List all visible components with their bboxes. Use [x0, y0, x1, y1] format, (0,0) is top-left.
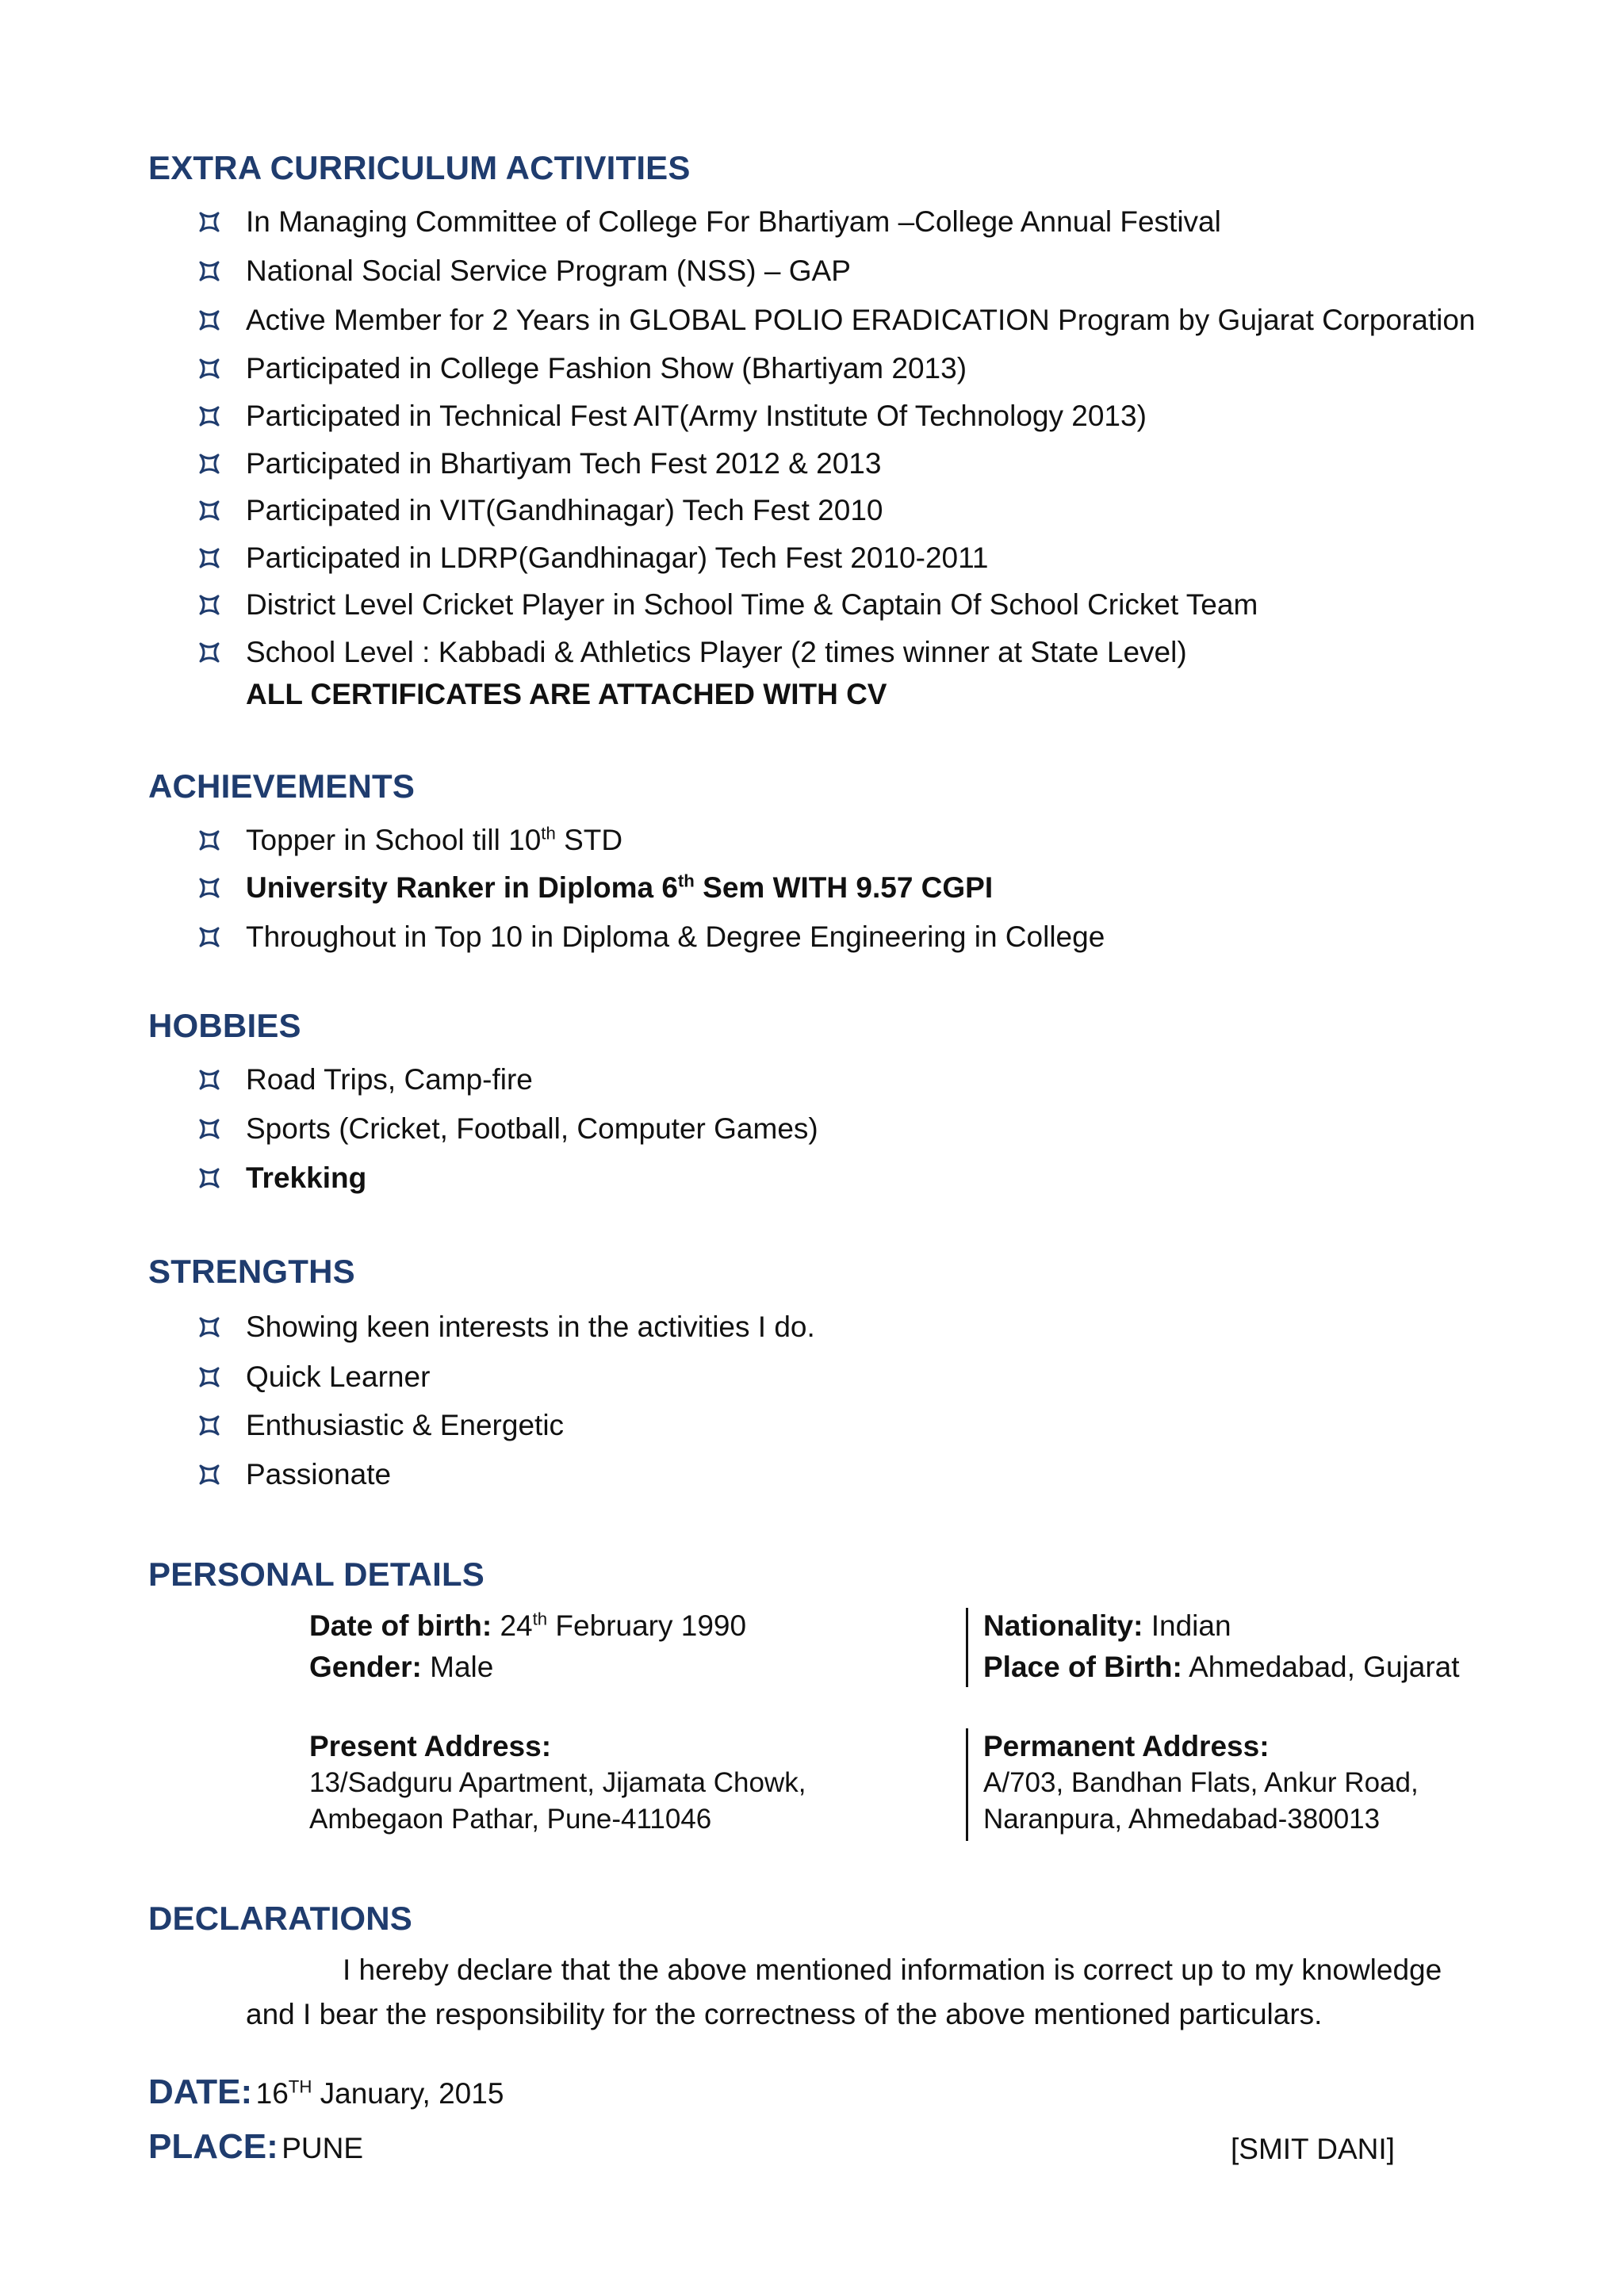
present-address-label: Present Address: — [309, 1730, 552, 1762]
column-divider — [966, 1608, 968, 1687]
resume-page: EXTRA CURRICULUM ACTIVITIES In Managing Committee of College For Bhartiyam –College Annual Festival National Social Service Program (NSS) – GAP Active Member for 2 Years in GLOBAL POLIO ERADICATION Program by Gujarat Corporation Participated in College Fashion Show (Bhartiyam 2013) Participated in Technical Fest AIT(Army Institute Of Technology 2013) Participated in Bhartiyam Tech Fest 2012 & 2013 Participated in VIT(Gandhinagar) Tech Fest 2010 Participated in LDRP(Gandhinagar) Tech Fest 2010-2011 District Level Cricket Player in School Time & Captain Of School Cricket Team School Level : Kabbadi & Athletics Player (2 times winner at State Level) ALL CERTIFICATES ARE ATTACHED WITH CV ACHIEVEMENTS Topper in School till 10th STD University Ranker in Diploma 6th Sem WITH 9.57 CGPI Throughout in Top 10 in Diploma & Degree Engineering in College HOBBIES Road Trips, Camp-fire Sports (Cricket, Football, Computer Games) Trekking STRENGTHS Showing keen interests in the activities I do. Quick Learner Enthusiastic & Energetic Passionate PERSONAL DETAILS Date of birth: 24th February 1990 Gender: Male Nationality: Indian Place of Birth: Ahmedabad, Gujarat Present Address: 13/Sadguru Apartment, Jijamata Chowk, Ambegaon Pathar, Pune-411046 Permanent Address: A/703, Bandhan Flats, Ankur Road, Naranpura, Ahmedabad-380013 DECLARATIONS I hereby declare that the above mentioned information is correct up to my knowledge and I bear the responsibility for the correctness of the above mentioned particulars. DATE: 16TH January, 2015 PLACE: PUNE [SMIT DANI] — [148, 149, 1476, 2166]
place-of-birth: Place of Birth: Ahmedabad, Gujarat — [983, 1651, 1460, 1683]
bullet-star-icon — [198, 309, 220, 331]
declaration-line-1: I hereby declare that the above mentioned information is correct up to my knowledge — [343, 1954, 1442, 1986]
bullet-star-icon — [198, 1464, 220, 1486]
bullet-star-icon — [198, 405, 220, 427]
place-row — [148, 2127, 363, 2167]
present-address-line-1: 13/Sadguru Apartment, Jijamata Chowk, — [309, 1767, 806, 1798]
bullet-star-icon — [198, 358, 220, 380]
signature-name: [SMIT DANI] — [1231, 2133, 1395, 2165]
hobbies-heading: HOBBIES — [148, 1007, 301, 1044]
place-value: PUNE — [282, 2132, 364, 2164]
bullet-star-icon — [198, 641, 220, 664]
bullet-star-icon — [198, 1118, 220, 1140]
permanent-address-label: Permanent Address: — [983, 1730, 1270, 1762]
achievements-heading: ACHIEVEMENTS — [148, 767, 416, 805]
permanent-address-line-2: Naranpura, Ahmedabad-380013 — [983, 1804, 1381, 1835]
gender: Gender: Male — [309, 1651, 494, 1683]
bullet-star-icon — [198, 829, 220, 851]
present-address-line-2: Ambegaon Pathar, Pune-411046 — [309, 1804, 712, 1835]
bullet-star-icon — [198, 1414, 220, 1437]
bullet-star-icon — [198, 211, 220, 233]
bullet-star-icon — [198, 926, 220, 948]
bullet-star-icon — [198, 260, 220, 282]
declarations-heading: DECLARATIONS — [148, 1900, 412, 1937]
extra-curriculum-heading: EXTRA CURRICULUM ACTIVITIES — [148, 149, 691, 186]
bullet-star-icon — [198, 547, 220, 569]
strengths-heading: STRENGTHS — [148, 1253, 355, 1290]
bullet-star-icon — [198, 877, 220, 899]
date-label: DATE: — [148, 2072, 253, 2111]
place-label: PLACE: — [148, 2127, 278, 2166]
date-of-birth: Date of birth: 24th February 1990 — [309, 1609, 747, 1642]
bullet-star-icon — [198, 1366, 220, 1388]
personal-details-heading: PERSONAL DETAILS — [148, 1556, 485, 1593]
declaration-line-2: and I bear the responsibility for the correctness of the above mentioned particulars. — [246, 1998, 1323, 2030]
date-value: 16TH January, 2015 — [255, 2076, 504, 2110]
bullet-star-icon — [198, 453, 220, 475]
date-row — [148, 2072, 504, 2112]
permanent-address-line-1: A/703, Bandhan Flats, Ankur Road, — [983, 1767, 1419, 1798]
bullet-star-icon — [198, 1069, 220, 1091]
column-divider — [966, 1728, 968, 1841]
bullet-star-icon — [198, 1167, 220, 1189]
nationality: Nationality: Indian — [983, 1609, 1231, 1642]
bullet-star-icon — [198, 499, 220, 522]
bullet-star-icon — [198, 1316, 220, 1338]
certificates-note: ALL CERTIFICATES ARE ATTACHED WITH CV — [246, 678, 887, 710]
bullet-star-icon — [198, 594, 220, 616]
